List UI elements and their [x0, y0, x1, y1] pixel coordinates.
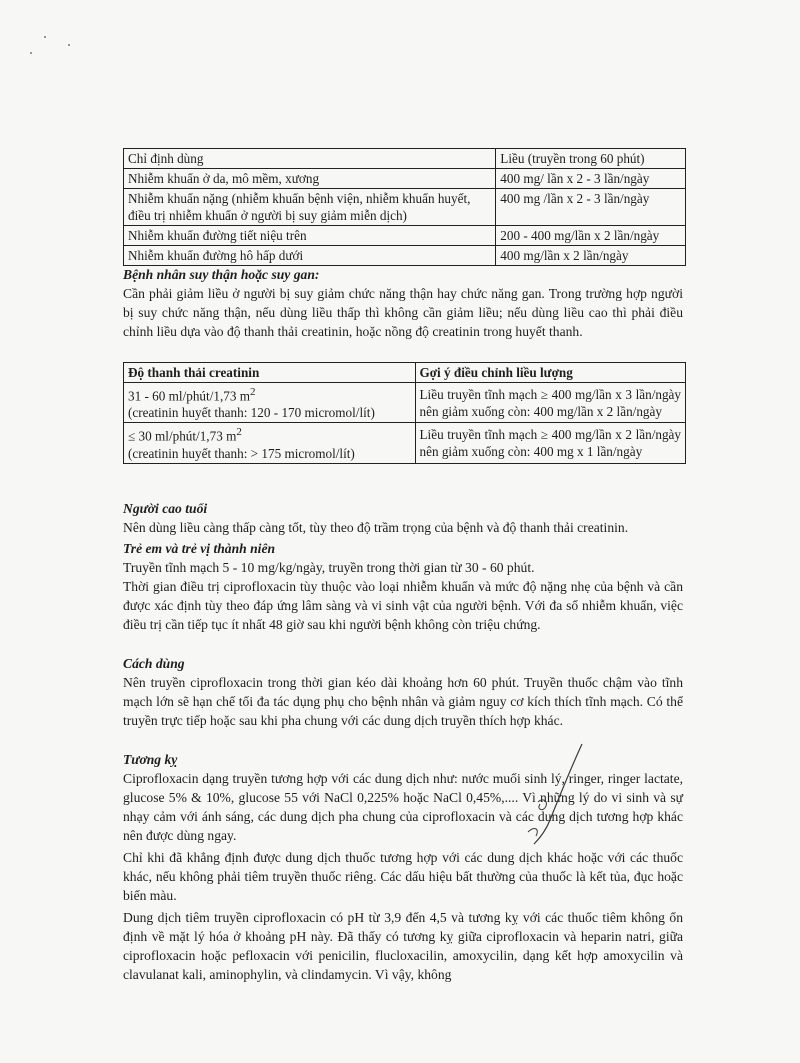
table-cell: Nhiễm khuẩn nặng (nhiễm khuẩn bệnh viện, nhiễm khuẩn huyết, điều trị nhiễm khuẩn ở người bị suy giảm miễn dịch)	[124, 189, 496, 226]
paragraph: Nên truyền ciprofloxacin trong thời gian kéo dài khoảng hơn 60 phút. Truyền thuốc chậm vào tĩnh mạch lớn sẽ hạn chế tối đa tác dụng phụ cho bệnh nhân và giảm nguy cơ kích thích tĩnh mạch. Có thể truyền trực tiếp hoặc sau khi pha chung với các dung dịch truyền thích hợp khác.	[123, 675, 683, 728]
section-heading: Người cao tuổi	[123, 501, 208, 516]
paragraph: Dung dịch tiêm truyền ciprofloxacin có pH từ 3,9 đến 4,5 và tương kỵ với các thuốc tiêm không ổn định về mặt lý hóa ở khoảng pH này. Đã thấy có tương kỵ giữa ciprofloxacin và heparin natri, giữa ciprofloxacin hoặc pefloxacin với penicilin, flucloxacilin, amoxycilin, dạng kết hợp amoxycilin và clavulanat kali, aminophylin, và clindamycin. Vì vậy, không	[123, 910, 683, 982]
section-heading: Tương kỵ	[123, 752, 178, 767]
table-cell: 200 - 400 mg/lần x 2 lần/ngày	[496, 226, 686, 246]
table-row	[124, 383, 686, 423]
dose-table-block	[123, 148, 683, 266]
scan-speck	[30, 52, 32, 54]
table-row	[124, 226, 686, 246]
serum-creatinine: (creatinin huyết thanh: 120 - 170 micromol/lít)	[128, 405, 375, 421]
table-row	[124, 169, 686, 189]
signature-mark	[520, 740, 590, 850]
paragraph: Chỉ khi đã khẳng định được dung dịch thuốc tương hợp với các dung dịch khác hoặc với các thuốc khác, nếu không phải tiêm truyền thuốc riêng. Các dấu hiệu bất thường của thuốc là kết tủa, đục hoặc biến màu.	[123, 850, 683, 903]
superscript: 2	[249, 386, 256, 398]
paragraph: Thời gian điều trị ciprofloxacin tùy thuộc vào loại nhiễm khuẩn và mức độ nặng nhẹ của bệnh và cần được xác định tùy theo đáp ứng lâm sàng và vi sinh vật của người bệnh. Với đa số nhiễm khuẩn, việc điều trị cần tiếp tục ít nhất 48 giờ sau khi người bệnh không còn triệu chứng.	[123, 579, 683, 632]
table-cell: 400 mg/ lần x 2 - 3 lần/ngày	[496, 169, 686, 189]
table-row	[124, 246, 686, 266]
table-cell: Nhiễm khuẩn ở da, mô mềm, xương	[124, 169, 496, 189]
scan-speck	[44, 36, 46, 38]
section-heading: Cách dùng	[123, 656, 185, 671]
table-row	[124, 149, 686, 169]
table-cell: 400 mg /lần x 2 - 3 lần/ngày	[496, 189, 686, 226]
paragraph: Cần phải giảm liều ở người bị suy giảm chức năng thận hay chức năng gan. Trong trường hợp người bị suy chức năng thận, nếu dùng liều thấp thì không cần giảm liều; nếu dùng liều cao thì phải điều chỉnh liều dựa vào độ thanh thải creatinin, hoặc nồng độ creatinin trong huyết thanh.	[123, 286, 683, 339]
table-header-cell: Độ thanh thải creatinin	[124, 363, 416, 383]
table-cell: Nhiễm khuẩn đường hô hấp dưới	[124, 246, 496, 266]
renal-table-block	[123, 362, 683, 464]
compat-section	[123, 751, 683, 984]
section-heading: Trẻ em và trẻ vị thành niên	[123, 541, 276, 556]
table-row	[124, 363, 686, 383]
paragraph: Nên dùng liều càng thấp càng tốt, tùy theo độ trầm trọng của bệnh và độ thanh thải creatinin.	[123, 520, 629, 535]
clearance-value: ≤ 30 ml/phút/1,73 m	[128, 428, 237, 444]
dose-table	[123, 148, 686, 266]
paragraph: Ciprofloxacin dạng truyền tương hợp với các dung dịch như: nước muối sinh lý, ringer, ringer lactate, glucose 5% & 10%, glucose 55 với NaCl 0,225% hoặc NaCl 0,45%,.... Vì những lý do vi sinh và sự nhạy cảm với ánh sáng, các dung dịch pha chung của ciprofloxacin và các dung dịch tương hợp khác nên được dùng ngay.	[123, 771, 683, 843]
clearance-value: 31 - 60 ml/phút/1,73 m	[128, 388, 250, 404]
table-cell: Liều truyền tĩnh mạch ≥ 400 mg/lần x 2 lần/ngày nên giảm xuống còn: 400 mg x 1 lần/ngày	[415, 423, 686, 463]
table-header-cell: Gợi ý điều chỉnh liều lượng	[415, 363, 686, 383]
table-cell: Liều truyền tĩnh mạch ≥ 400 mg/lần x 3 lần/ngày nên giảm xuống còn: 400 mg/lần x 2 lần/ngày	[415, 383, 686, 423]
elderly-section	[123, 500, 683, 537]
renal-section	[123, 266, 683, 341]
children-section	[123, 540, 683, 634]
superscript: 2	[236, 426, 242, 439]
table-cell: Nhiễm khuẩn đường tiết niệu trên	[124, 226, 496, 246]
section-heading: Bệnh nhân suy thận hoặc suy gan:	[123, 267, 320, 282]
usage-section	[123, 655, 683, 730]
serum-creatinine: (creatinin huyết thanh: > 175 micromol/lít)	[128, 445, 355, 461]
table-cell	[124, 423, 416, 463]
table-header-cell: Chỉ định dùng	[124, 149, 496, 169]
table-header-cell: Liều (truyền trong 60 phút)	[496, 149, 686, 169]
table-cell	[124, 383, 416, 423]
scan-speck	[68, 44, 70, 46]
table-cell: 400 mg/lần x 2 lần/ngày	[496, 246, 686, 266]
table-row	[124, 189, 686, 226]
table-row	[124, 423, 686, 463]
renal-dose-table	[123, 362, 686, 464]
paragraph: Truyền tĩnh mạch 5 - 10 mg/kg/ngày, truyền trong thời gian từ 30 - 60 phút.	[123, 560, 535, 575]
